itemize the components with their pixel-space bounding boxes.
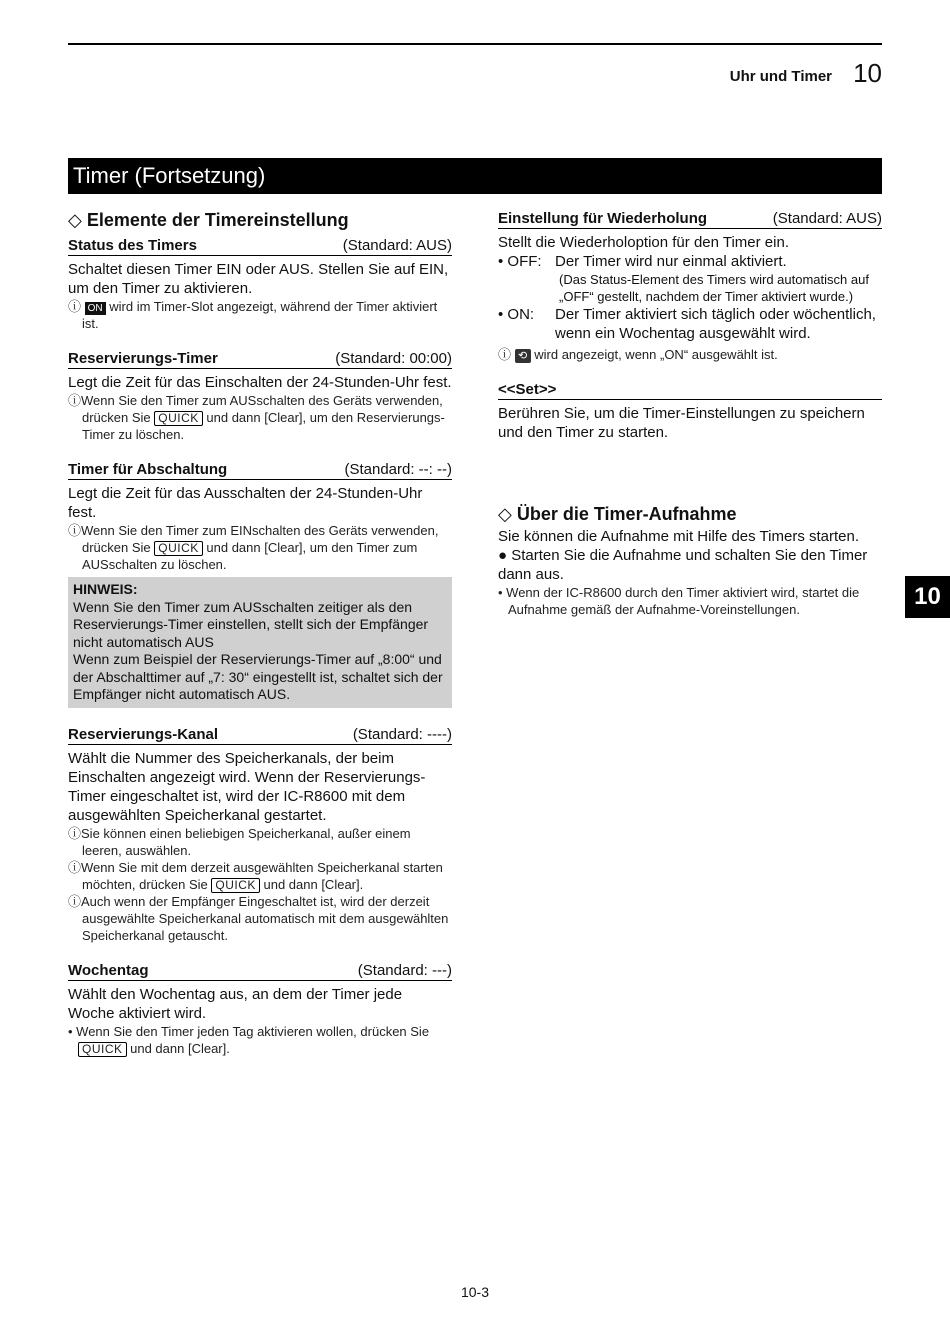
info-icon: ⓘ — [68, 893, 82, 909]
repeat-subheading: Einstellung für Wiederholung (Standard: AUS) — [498, 210, 882, 227]
recording-note: • Wenn der IC-R8600 durch den Timer aktiviert wird, startet die Aufnahme gemäß der Aufnahme-Voreinstellungen. — [498, 585, 860, 617]
info-icon: ⓘ — [68, 299, 82, 314]
reserv-channel-note-3: ⓘAuch wenn der Empfänger Eingeschaltet ist, wird der derzeit ausgewählte Speicherkanal automatisch mit dem ausgewählten Speicherkanal getauscht. — [68, 893, 449, 943]
reserv-timer-note: ⓘWenn Sie den Timer zum AUSschalten des Geräts verwenden, drücken Sie QUICK und dann [Clear], um den Reservierungs-Timer zu löschen. — [68, 393, 445, 442]
repeat-note: ⓘ ⟲ wird angezeigt, wenn „ON“ ausgewählt ist. — [498, 347, 778, 362]
hinweis-box — [68, 577, 452, 708]
quick-key-icon: QUICK — [154, 411, 203, 426]
info-icon: ⓘ — [68, 825, 82, 841]
weekday-note: • Wenn Sie den Timer jeden Tag aktivieren wollen, drücken Sie QUICK und dann [Clear]. — [68, 1023, 430, 1056]
off-timer-section — [68, 461, 452, 708]
hinweis-text-2: Wenn zum Beispiel der Reservierungs-Timer auf „8:00“ und der Abschalttimer auf „7: 30“ eingestellt ist, schaltet sich der Empfänger nicht automatisch AUS. — [73, 651, 443, 702]
recording-heading: ◇ Über die Timer-Aufnahme — [498, 504, 737, 524]
info-icon: ⓘ — [68, 523, 82, 538]
set-subheading: <<Set>> — [498, 381, 882, 400]
reserv-timer-subheading: Reservierungs-Timer (Standard: 00:00) — [68, 350, 452, 367]
repeat-on-row: • ON: Der Timer aktiviert sich täglich oder wöchentlich, wenn ein Wochentag ausgewählt wird. — [498, 306, 876, 342]
repeat-icon: ⟲ — [515, 349, 531, 363]
info-icon: ⓘ — [68, 393, 82, 408]
recording-section — [498, 504, 882, 618]
reserv-timer-body: Legt die Zeit für das Einschalten der 24-Stunden-Uhr fest. — [68, 374, 452, 391]
on-badge-icon: ON — [85, 302, 106, 315]
repeat-off-subnote: (Das Status-Element des Timers wird automatisch auf „OFF“ gestellt, nachdem der Timer aktiviert wurde.) — [559, 272, 869, 304]
reserv-channel-subheading: Reservierungs-Kanal (Standard: ----) — [68, 725, 452, 743]
status-section — [68, 237, 452, 332]
info-icon: ⓘ — [498, 347, 512, 362]
chapter-title: Uhr und Timer — [729, 68, 832, 85]
left-column — [68, 210, 452, 1075]
status-note: ⓘ ON wird im Timer-Slot angezeigt, während der Timer aktiviert ist. — [68, 299, 438, 331]
off-timer-note: ⓘWenn Sie den Timer zum EINschalten des Geräts verwenden, drücken Sie QUICK und dann [Clear], um den Timer zum AUSschalten zu löschen. — [68, 523, 439, 572]
section-title: Timer (Fortsetzung) — [68, 158, 882, 194]
reserv-channel-body: Wählt die Nummer des Speicherkanals, der beim Einschalten angezeigt wird. Wenn der Reservierungs-Timer eingeschaltet ist, wird der IC-R8600 mit dem ausgewählten Speicherkanal gestartet. — [68, 749, 426, 824]
off-timer-body: Legt die Zeit für das Ausschalten der 24-Stunden-Uhr fest. — [68, 485, 423, 521]
info-icon: ⓘ — [68, 859, 82, 875]
set-body: Berühren Sie, um die Timer-Einstellungen zu speichern und den Timer zu starten. — [498, 405, 865, 441]
elements-heading: ◇ Elemente der Timereinstellung — [68, 210, 349, 230]
recording-body-2: ● Starten Sie die Aufnahme und schalten Sie den Timer dann aus. — [498, 547, 868, 583]
diamond-icon: ◇ — [68, 210, 82, 230]
recording-body-1: Sie können die Aufnahme mit Hilfe des Timers starten. — [498, 528, 860, 545]
right-column — [498, 210, 882, 636]
hinweis-title: HINWEIS: — [73, 581, 138, 597]
chapter-number: 10 — [853, 58, 882, 88]
weekday-body: Wählt den Wochentag aus, an dem der Timer jede Woche aktiviert wird. — [68, 985, 403, 1022]
repeat-body: Stellt die Wiederholoption für den Timer ein. — [498, 234, 789, 251]
quick-key-icon: QUICK — [154, 541, 203, 556]
set-section — [498, 381, 882, 442]
off-timer-subheading: Timer für Abschaltung (Standard: --: --) — [68, 461, 452, 478]
repeat-off-row: • OFF: Der Timer wird nur einmal aktiviert. — [498, 253, 787, 270]
chapter-tab: 10 — [905, 576, 950, 618]
reserv-channel-note-2: ⓘWenn Sie mit dem derzeit ausgewählten Speicherkanal starten möchten, drücken Sie QUICK und dann [Clear]. — [68, 859, 443, 892]
quick-key-icon: QUICK — [78, 1042, 127, 1057]
repeat-section — [498, 210, 882, 363]
hinweis-text-1: Wenn Sie den Timer zum AUSschalten zeitiger als den Reservierungs-Timer einstellen, stellt sich der Empfänger nicht automatisch AUS — [73, 598, 429, 650]
page-number: 10-3 — [460, 1284, 490, 1300]
weekday-section — [68, 962, 452, 1057]
status-subheading: Status des Timers (Standard: AUS) — [68, 237, 452, 254]
reserv-channel-note-1: ⓘSie können einen beliebigen Speicherkanal, außer einem leeren, auswählen. — [68, 825, 411, 858]
diamond-icon: ◇ — [498, 504, 512, 524]
reserv-timer-section — [68, 350, 452, 443]
header-rule — [68, 43, 882, 45]
status-body: Schaltet diesen Timer EIN oder AUS. Stellen Sie auf EIN, um den Timer zu aktivieren. — [68, 261, 449, 297]
weekday-subheading: Wochentag (Standard: ---) — [68, 961, 452, 979]
reserv-channel-section — [68, 726, 452, 944]
quick-key-icon: QUICK — [211, 878, 260, 893]
